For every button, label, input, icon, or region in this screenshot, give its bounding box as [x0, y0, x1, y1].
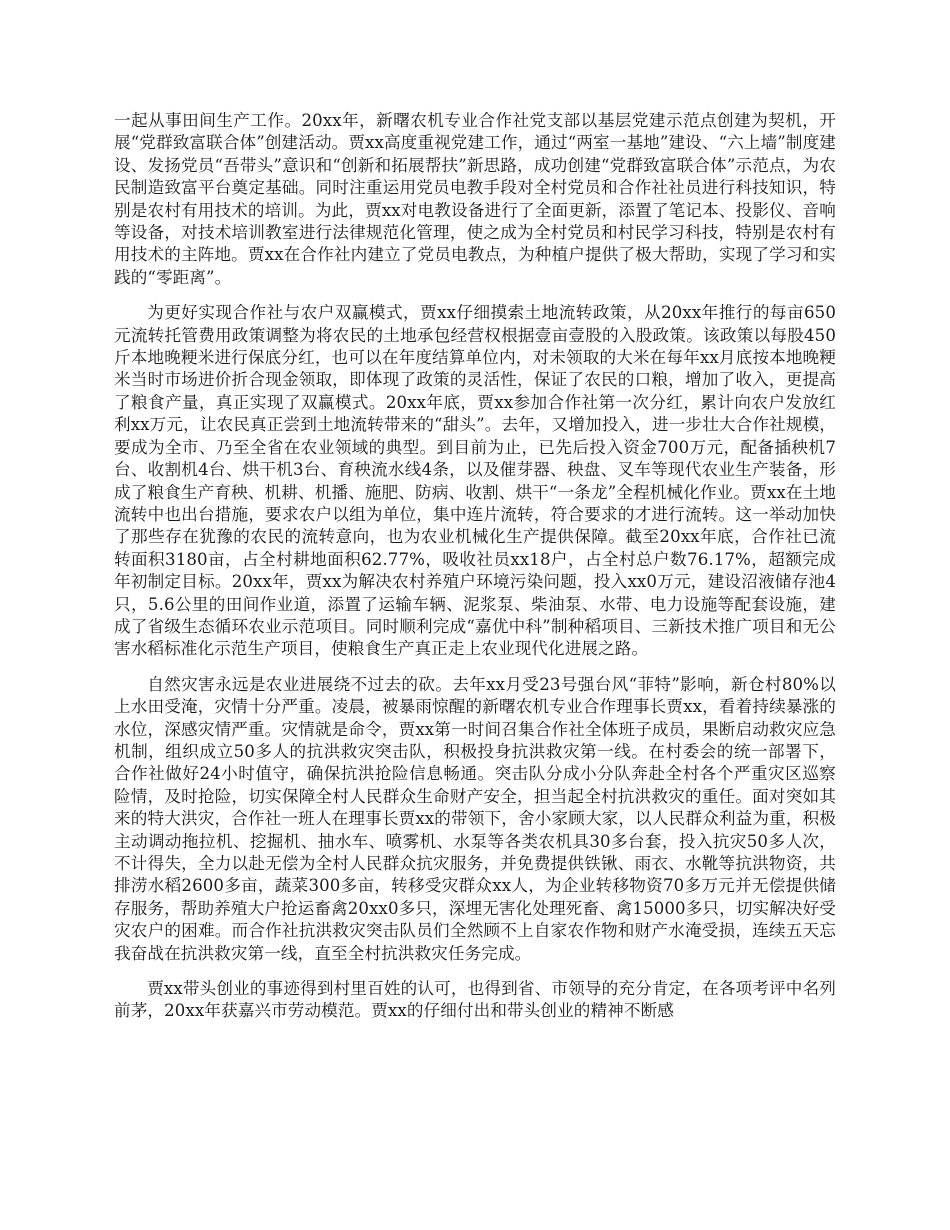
paragraph-3: 自然灾害永远是农业进展绕不过去的砍。去年xx月受23号强台风“菲特”影响，新仓村80%以上水田受淹，灾情十分严重。凌晨，被暴雨惊醒的新曙农机专业合作理事长贾xx，看着持续暴涨的水位，深感灾情严重。灾情就是命令，贾xx第一时间召集合作社全体班子成员，果断启动救灾应急机制，组织成立50多人的抗洪救灾突击队，积极投身抗洪救灾第一线。在村委会的统一部署下，合作社做好24小时值守，确保抗洪抢险信息畅通。突击队分成小分队奔赴全村各个严重灾区巡察险情，及时抢险，切实保障全村人民群众生命财产安全，担当起全村抗洪救灾的重任。面对突如其来的特大洪灾，合作社一班人在理事长贾xx的带领下，舍小家顾大家，以人民群众利益为重，积极主动调动拖拉机、挖掘机、抽水车、喷雾机、水泵等各类农机具30多台套，投入抗灾50多人次，不计得失，全力以赴无偿为全村人民群众抗灾服务，并免费提供铁锹、雨衣、水靴等抗洪物资，共排涝水稻2600多亩，蔬菜300多亩，转移受灾群众xx人，为企业转移物资70多万元并无偿提供储存服务，帮助养殖大户抢运畜禽20xx0多只，深埋无害化处理死畜、禽15000多只，切实解决好受灾农户的困难。而合作社抗洪救灾突击队员们全然顾不上自家农作物和财产水淹受损，连续五天忘我奋战在抗洪救灾第一线，直至全村抗洪救灾任务完成。 [114, 674, 836, 963]
paragraph-1: 一起从事田间生产工作。20xx年，新曙农机专业合作社党支部以基层党建示范点创建为契机，开展“党群致富联合体”创建活动。贾xx高度重视党建工作，通过“两室一基地”建设、“六上墙”制度建设、发扬党员“吾带头”意识和“创新和拓展帮扶”新思路，成功创建“党群致富联合体”示范点，为农民制造致富平台奠定基础。同时注重运用党员电教手段对全村党员和合作社社员进行科技知识，特别是农村有用技术的培训。为此，贾xx对电教设备进行了全面更新，添置了笔记本、投影仪、音响等设备，对技术培训教室进行法律规范化管理，使之成为全村党员和村民学习科技，特别是农村有用技术的主阵地。贾xx在合作社内建立了党员电教点，为种植户提供了极大帮助，实现了学习和实践的“零距离”。 [114, 111, 836, 287]
document-body [114, 110, 836, 1036]
paragraph-4: 贾xx带头创业的事迹得到村里百姓的认可，也得到省、市领导的充分肯定，在各项考评中名列前茅，20xx年获嘉兴市劳动模范。贾xx的仔细付出和带头创业的精神不断感 [114, 979, 836, 1021]
paragraph-2: 为更好实现合作社与农户双赢模式，贾xx仔细摸索土地流转政策，从20xx年推行的每亩650元流转托管费用政策调整为将农民的土地承包经营权根据壹亩壹股的入股政策。该政策以每股450斤本地晚粳米进行保底分红，也可以在年度结算单位内，对未领取的大米在每年xx月底按本地晚粳米当时市场进价折合现金领取，即体现了政策的灵活性，保证了农民的口粮，增加了收入，更提高了粮食产量，真正实现了双赢模式。20xx年底，贾xx参加合作社第一次分红，累计向农户发放红利xx万元，让农民真正尝到土地流转带来的“甜头”。去年，又增加投入，进一步壮大合作社规模，要成为全市、乃至全省在农业领域的典型。到目前为止，已先后投入资金700万元，配备插秧机7台、收割机4台、烘干机3台、育秧流水线4条，以及催芽器、秧盘、叉车等现代农业生产装备，形成了粮食生产育秧、机耕、机播、施肥、防病、收割、烘干“一条龙”全程机械化作业。贾xx在土地流转中也出台措施，要求农户以组为单位，集中连片流转，符合要求的才进行流转。这一举动加快了那些存在犹豫的农民的流转意向，也为农业机械化生产提供保障。截至20xx年底，合作社已流转面积3180亩，占全村耕地面积62.77%，吸收社员xx18户，占全村总户数76.17%，超额完成年初制定目标。20xx年，贾xx为解决农村养殖户环境污染问题，投入xx0万元，建设沼液储存池4只，5.6公里的田间作业道，添置了运输车辆、泥浆泵、柴油泵、水带、电力设施等配套设施，建成了省级生态循环农业示范项目。同时顺利完成“嘉优中科”制种稻项目、三新技术推广项目和无公害水稻标准化示范生产项目，使粮食生产真正走上农业现代化进展之路。 [114, 303, 836, 659]
